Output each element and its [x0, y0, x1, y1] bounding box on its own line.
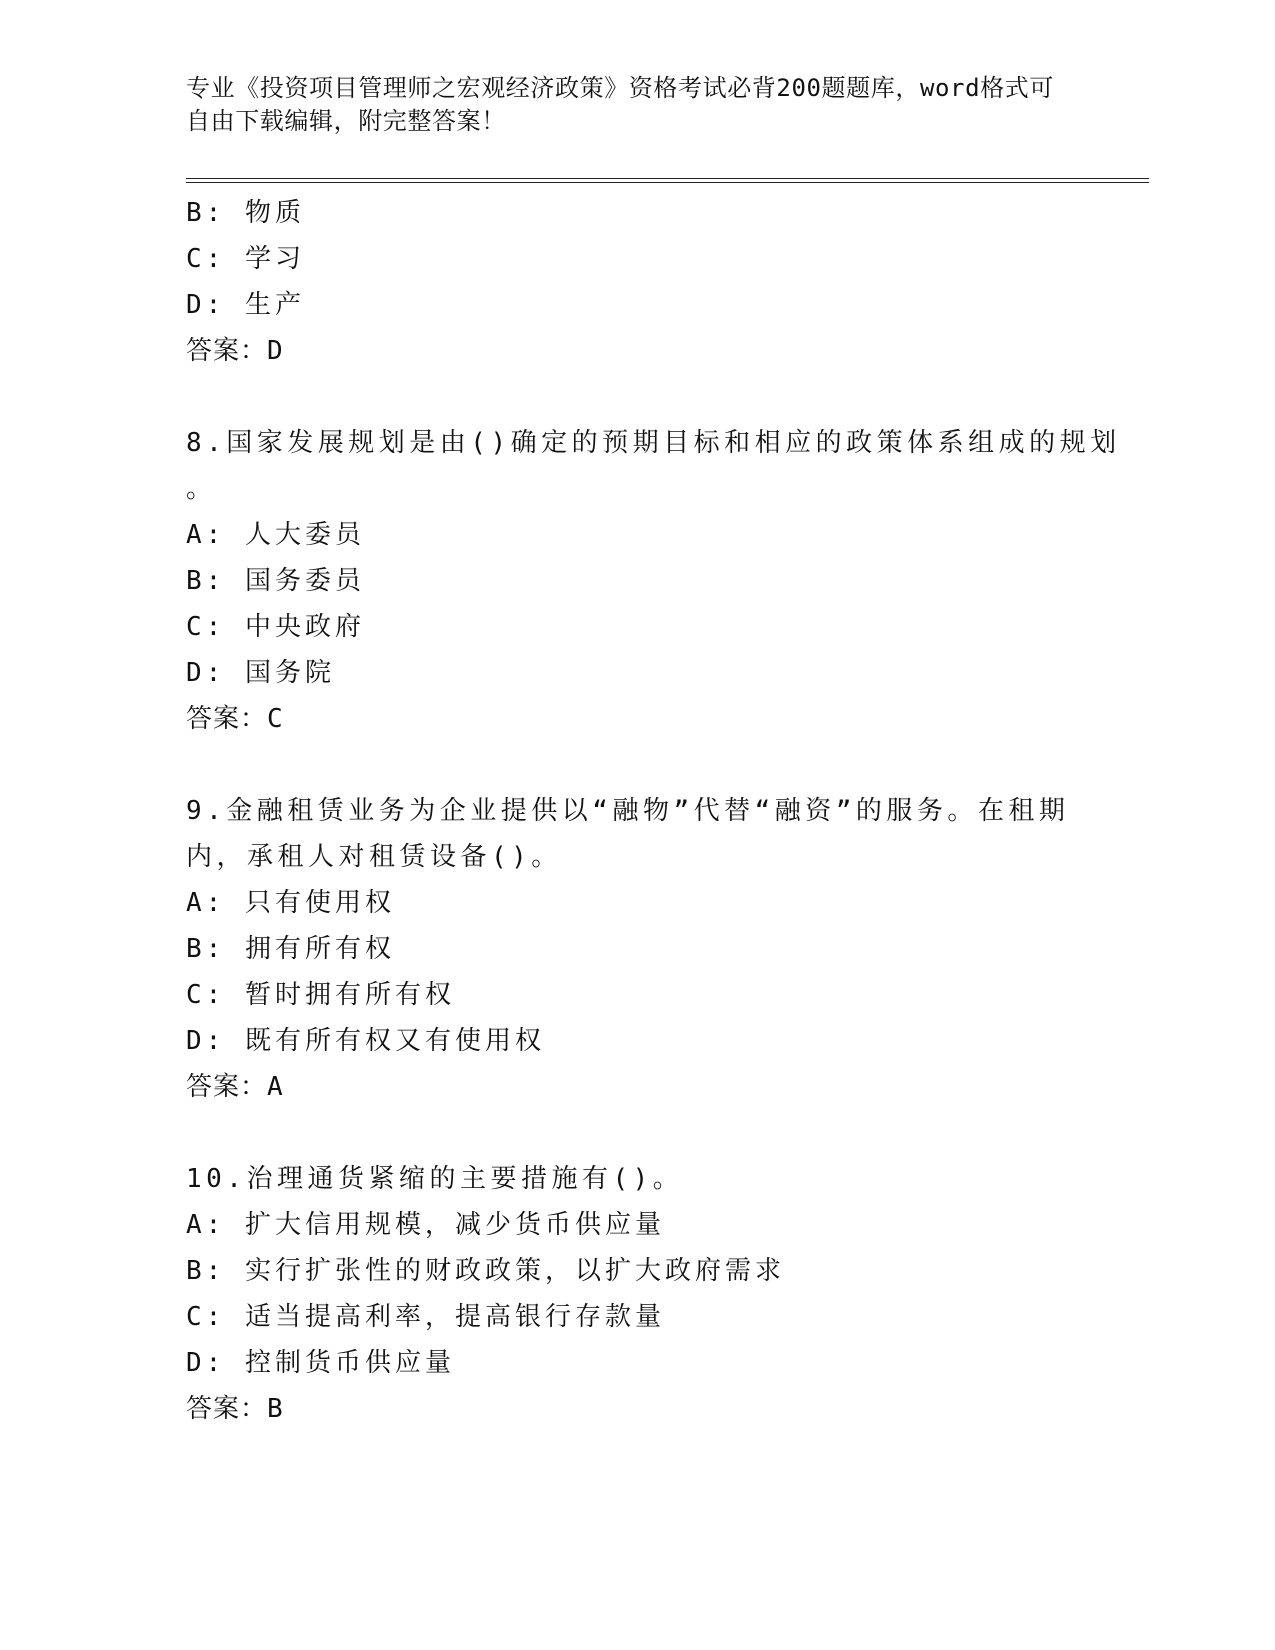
q9-option-b: B: 拥有所有权	[186, 934, 395, 964]
q8-option-a: A: 人大委员	[186, 520, 365, 550]
q8-option-c: C: 中央政府	[186, 612, 365, 642]
document-header	[186, 72, 1066, 138]
q10-option-c: C: 适当提高利率，提高银行存款量	[186, 1302, 665, 1332]
question-list	[186, 190, 1121, 1432]
header-divider-bottom	[186, 182, 1149, 183]
q7-option-b: B: 物质	[186, 198, 305, 228]
q10-option-b: B: 实行扩张性的财政政策，以扩大政府需求	[186, 1256, 785, 1286]
q8-option-b: B: 国务委员	[186, 566, 365, 596]
question-7-block	[186, 190, 1086, 374]
header-divider-top	[186, 178, 1149, 179]
q9-option-d: D: 既有所有权又有使用权	[186, 1026, 545, 1056]
q10-option-d: D: 控制货币供应量	[186, 1348, 455, 1378]
q7-answer: 答案：D	[186, 336, 284, 366]
q9-answer: 答案：A	[186, 1072, 284, 1102]
q7-option-d: D: 生产	[186, 290, 305, 320]
q8-stem-line-1: 8.国家发展规划是由()确定的预期目标和相应的政策体系组成的规划	[186, 428, 1121, 458]
q10-stem-line-1: 10.治理通货紧缩的主要措施有()。	[186, 1164, 684, 1194]
question-9-block	[186, 788, 1086, 1110]
q10-answer: 答案：B	[186, 1394, 284, 1424]
q8-answer: 答案：C	[186, 704, 284, 734]
q8-stem-line-2: 。	[186, 474, 217, 504]
question-10-block	[186, 1156, 1086, 1432]
spacer	[186, 374, 1086, 420]
q9-stem-line-2: 内，承租人对租赁设备()。	[186, 842, 562, 872]
header-line-2: 自由下载编辑，附完整答案！	[186, 107, 506, 135]
question-8-block	[186, 420, 1121, 742]
q9-option-c: C: 暂时拥有所有权	[186, 980, 455, 1010]
q9-option-a: A: 只有使用权	[186, 888, 395, 918]
q10-option-a: A: 扩大信用规模，减少货币供应量	[186, 1210, 665, 1240]
q8-option-d: D: 国务院	[186, 658, 335, 688]
q7-option-c: C: 学习	[186, 244, 305, 274]
header-line-1: 专业《投资项目管理师之宏观经济政策》资格考试必背200题题库，word格式可	[186, 74, 1054, 102]
spacer	[186, 1110, 1086, 1156]
spacer	[186, 742, 1086, 788]
q9-stem-line-1: 9.金融租赁业务为企业提供以“融物”代替“融资”的服务。在租期	[186, 796, 1070, 826]
